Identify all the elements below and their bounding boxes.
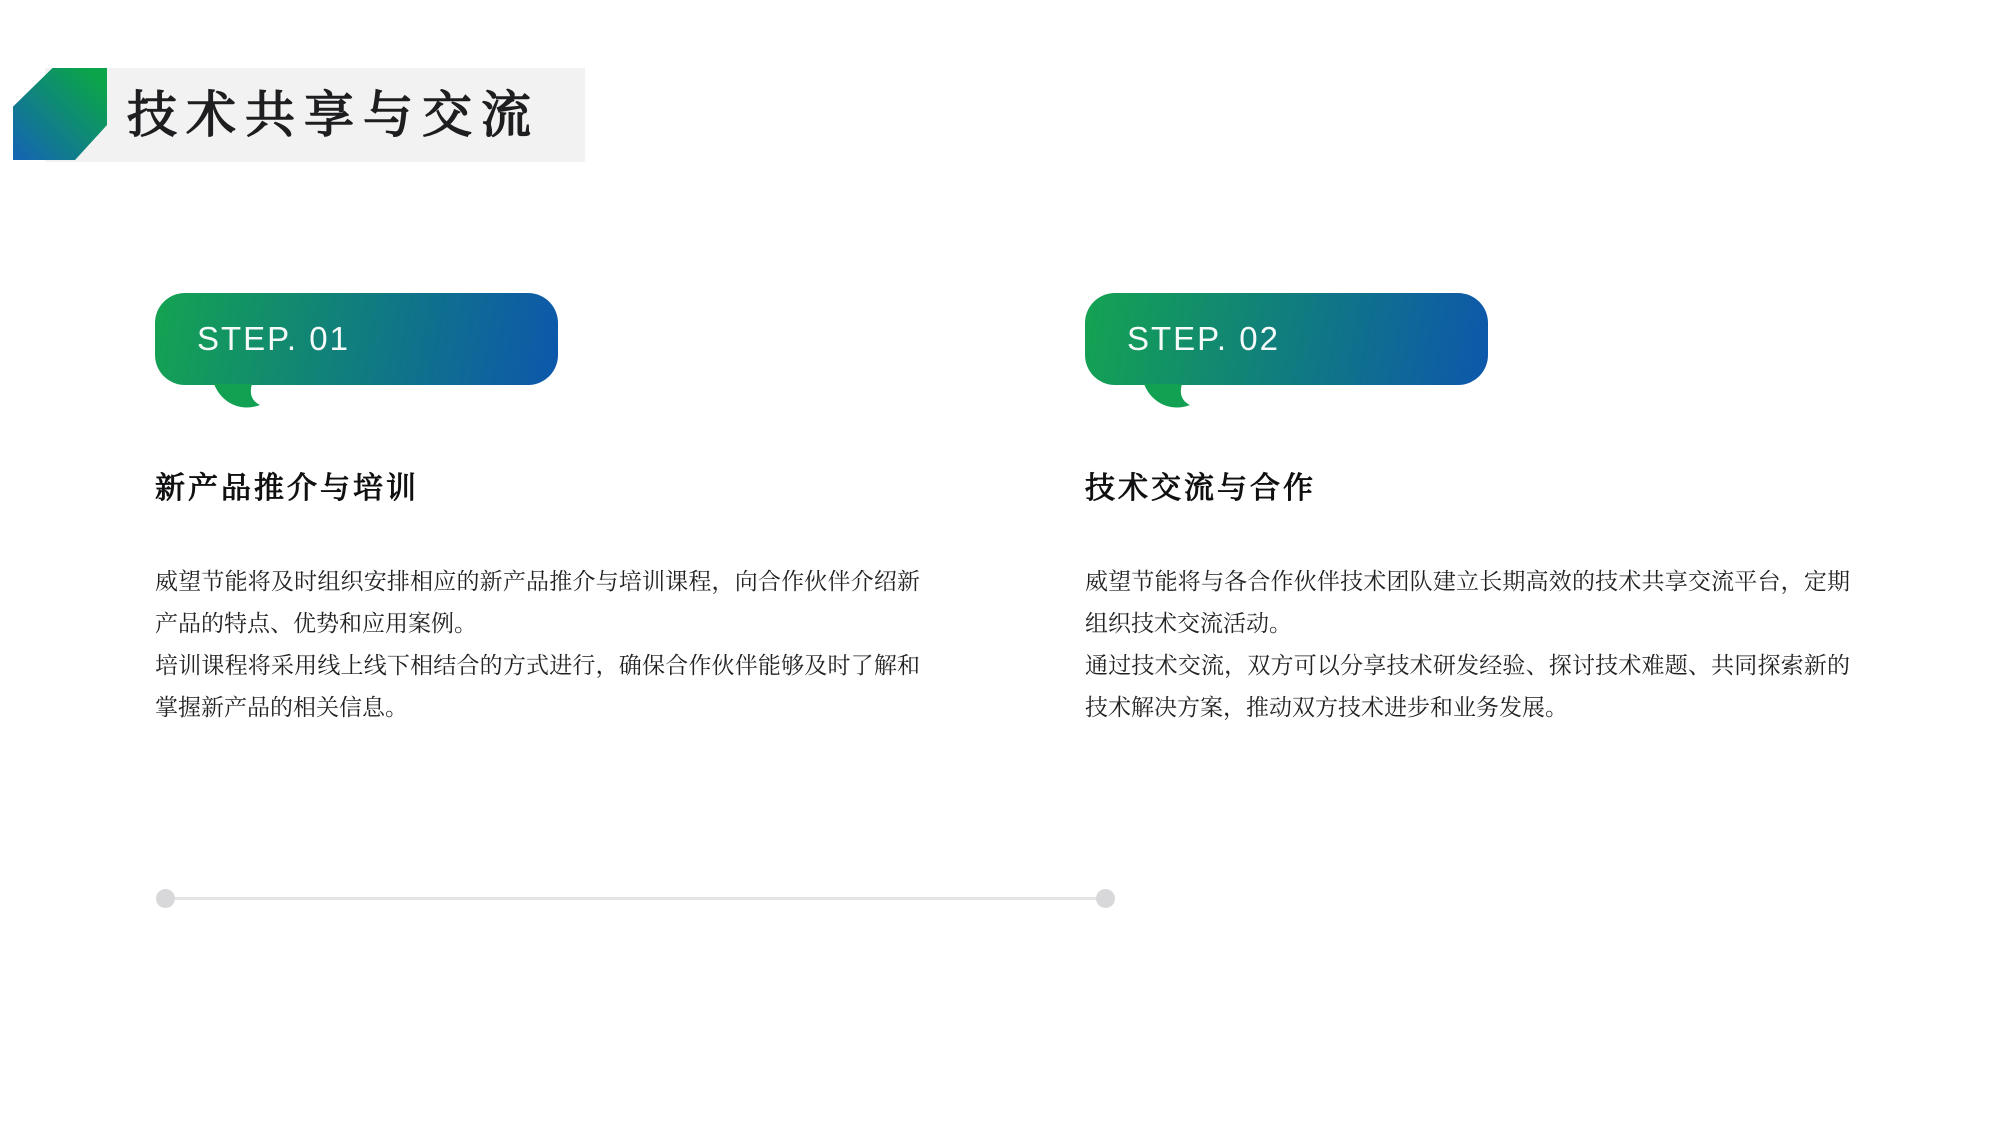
- step-2-heading: 技术交流与合作: [1085, 472, 1316, 505]
- step-2-label: STEP. 02: [1127, 320, 1280, 357]
- step-2-bubble-tail-icon: [1142, 384, 1192, 413]
- page-title: 技术共享与交流: [127, 87, 540, 143]
- step-1-heading: 新产品推介与培训: [155, 472, 419, 505]
- step-1-label: STEP. 01: [197, 320, 350, 357]
- step-1-paragraph-2: 培训课程将采用线上线下相结合的方式进行，确保合作伙伴能够及时了解和掌握新产品的相关信息。: [155, 652, 920, 720]
- step-2-paragraph-1: 威望节能将与各合作伙伴技术团队建立长期高效的技术共享交流平台，定期组织技术交流活动。: [1085, 568, 1850, 636]
- step-2-column: [1085, 293, 1855, 773]
- step-2-paragraph-2: 通过技术交流，双方可以分享技术研发经验、探讨技术难题、共同探索新的技术解决方案，推动双方技术进步和业务发展。: [1085, 652, 1850, 720]
- timeline-line: [165, 897, 1105, 900]
- step-2-bubble: [1085, 293, 1488, 385]
- step-1-bubble: [155, 293, 558, 385]
- timeline-dot-left: [156, 889, 175, 908]
- timeline-dot-right: [1096, 889, 1115, 908]
- step-1-paragraph-1: 威望节能将及时组织安排相应的新产品推介与培训课程，向合作伙伴介绍新产品的特点、优势和应用案例。: [155, 568, 920, 636]
- step-1-column: [155, 293, 925, 773]
- step-1-body: [155, 560, 920, 728]
- step-1-bubble-tail-icon: [212, 384, 262, 413]
- step-2-body: [1085, 560, 1850, 728]
